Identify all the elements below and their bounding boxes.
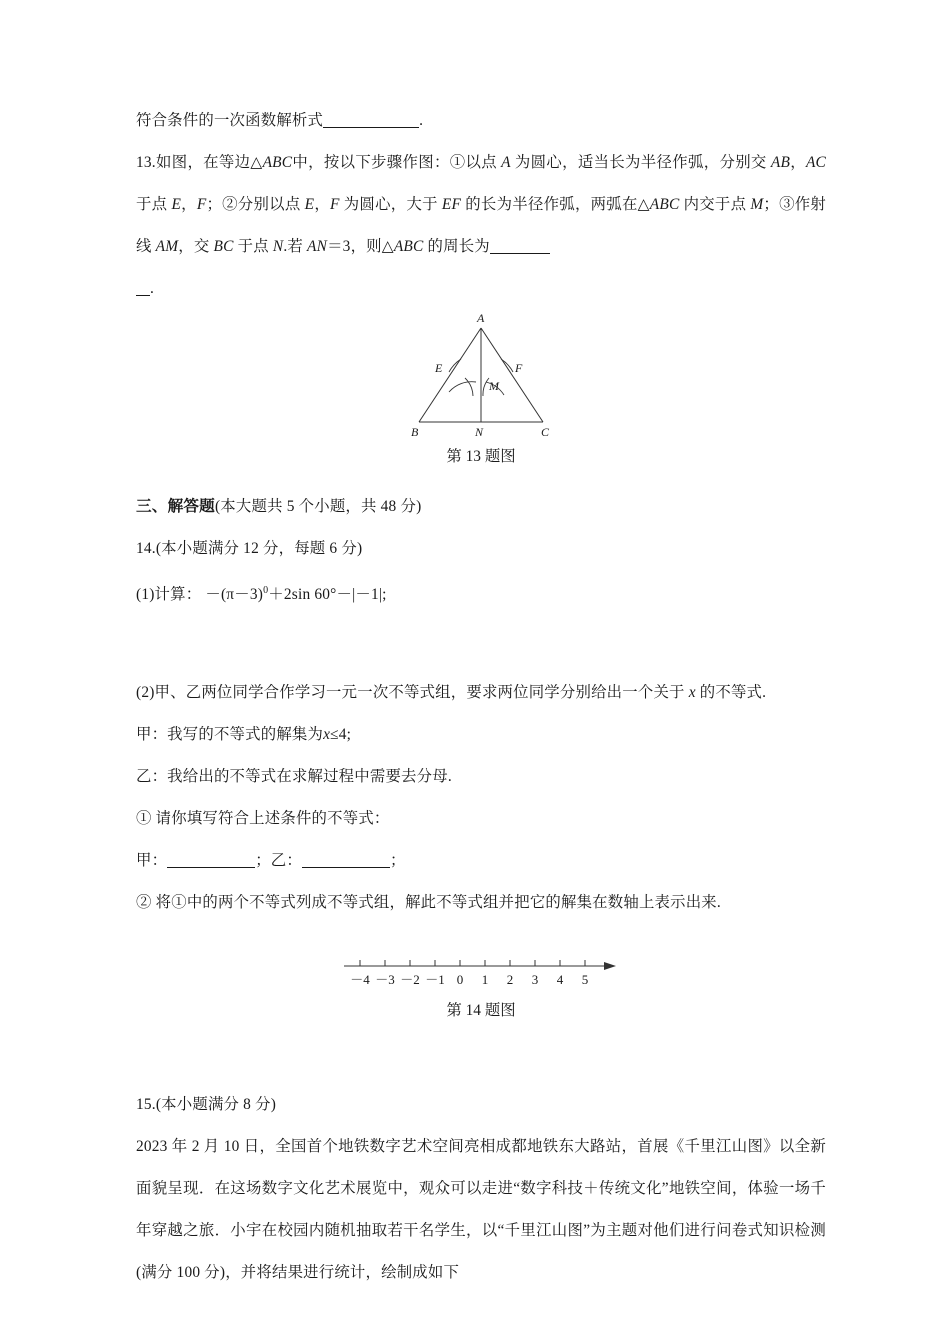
q13-text-6: 为圆心，大于 xyxy=(339,196,442,213)
tick-label-5: 1 xyxy=(481,972,489,988)
q14-blank-jia-label: 甲： xyxy=(136,852,168,870)
question-14-header xyxy=(136,528,826,570)
triangle-abc-construction-svg xyxy=(391,310,571,440)
q13-text-4: 于点 xyxy=(136,196,172,213)
tick-label-1: －3 xyxy=(375,972,395,988)
q13-trailing-blank[interactable] xyxy=(136,295,150,296)
q13-label-ac: AC xyxy=(805,154,827,171)
figure-13-label-e: E xyxy=(435,361,443,375)
q14-score-note: (本小题满分 12 分，每题 6 分) xyxy=(155,540,363,557)
number-line-svg xyxy=(336,954,626,994)
tick-label-9: 5 xyxy=(581,972,589,988)
figure-13-caption: 第 13 题图 xyxy=(446,448,516,465)
q13-text-14: 的周长为 xyxy=(423,238,490,255)
q13-text-9: ；③作射线 xyxy=(136,196,827,255)
q15-number: 15. xyxy=(136,1096,156,1114)
q13-label-e-2: E xyxy=(304,196,315,213)
question-14-part2 xyxy=(136,672,826,714)
figure-13-drawing xyxy=(136,310,826,440)
q13-eq-3: ＝3 xyxy=(327,238,351,255)
q13-label-an: AN xyxy=(307,238,328,255)
tick-label-6: 2 xyxy=(506,972,514,988)
q14-part1-exponent: 0 xyxy=(263,585,269,596)
q13-comma-2: ， xyxy=(181,196,197,213)
q14-blank-separator: ； xyxy=(255,852,271,870)
q13-label-ef: EF xyxy=(441,196,462,213)
side-ab-line xyxy=(419,328,481,422)
q13-label-bc: BC xyxy=(213,238,234,255)
figure-13-label-a: A xyxy=(477,311,485,325)
q13-text-3: 为圆心，适当长为半径作弧，分别交 xyxy=(510,154,771,171)
q13-label-e-1: E xyxy=(171,196,182,213)
question-12-tail xyxy=(136,100,826,142)
q14-blank-yi[interactable] xyxy=(302,867,390,868)
q13-label-m: M xyxy=(750,196,764,213)
q13-text-10: ，交 xyxy=(178,238,214,255)
q13-label-am: AM xyxy=(155,238,179,255)
figure-14 xyxy=(136,954,826,1028)
figure-13-label-c: C xyxy=(541,425,550,439)
tick-label-4: 0 xyxy=(456,972,464,988)
q12-tail-suffix: . xyxy=(419,112,424,129)
q13-label-abc-1: ABC xyxy=(262,154,293,171)
section-3-heading-rest: (本大题共 5 个小题，共 48 分) xyxy=(214,498,422,515)
q13-comma-3: ， xyxy=(314,196,331,213)
question-15-body: 2023 年 2 月 10 日，全国首个地铁数字艺术空间亮相成都地铁东大路站，首展《千里江山图》以全新面貌呈现．在这场数字文化艺术展览中，观众可以走进“数字科技＋传统文化”地铁空间，体验一场千年穿越之旅．小宇在校园内随机抽取若干名学生，以“千里江山图”为主题对他们进行问卷式知识检测(满分 100 分)，并将结果进行统计，绘制成如下 xyxy=(136,1138,826,1282)
tick-label-3: －1 xyxy=(425,972,445,988)
question-15-header xyxy=(136,1084,826,1126)
figure-13-label-m: M xyxy=(489,379,499,393)
tick-label-8: 4 xyxy=(556,972,564,988)
spacer-after-figure-13 xyxy=(136,474,826,486)
question-14-item-2: ② 将①中的两个不等式列成不等式组，解此不等式组并把它的解集在数轴上表示出来. xyxy=(136,894,721,912)
q14-part1-expr-b: ＋2sin 60°－|－1|; xyxy=(268,586,387,604)
q14-jia-var-x: x xyxy=(323,726,331,744)
tick-label-2: －2 xyxy=(400,972,420,988)
figure-13 xyxy=(136,310,826,474)
q13-text-8: 内交于点 xyxy=(679,196,751,213)
q13-label-abc-3: ABC xyxy=(393,238,424,255)
tick-label-0: －4 xyxy=(350,972,370,988)
q14-jia-text-b: ≤4; xyxy=(330,726,352,744)
q13-text-2: 中，按以下步骤作图：①以点 xyxy=(292,154,502,171)
side-ac-line xyxy=(481,328,543,422)
q14-blank-jia[interactable] xyxy=(167,867,255,868)
work-space-14-1 xyxy=(136,616,826,672)
q13-text-5: ；②分别以点 xyxy=(206,196,305,213)
q14-part2-var-x: x xyxy=(688,684,696,702)
q13-label-n: N xyxy=(272,238,284,255)
spacer-before-q15 xyxy=(136,1028,826,1084)
figure-14-caption: 第 14 题图 xyxy=(446,1002,516,1020)
spacer-before-numberline xyxy=(136,924,826,954)
q13-label-abc-2: ABC xyxy=(649,196,680,213)
q13-label-a: A xyxy=(501,154,511,171)
section-3-heading xyxy=(136,486,826,528)
q13-text-7: 的长为半径作弧，两弧在△ xyxy=(461,196,650,213)
q13-label-f-2: F xyxy=(330,196,340,213)
page-content xyxy=(136,100,826,1294)
q14-part1-label: (1)计算： xyxy=(136,586,202,604)
figure-13-label-f: F xyxy=(515,361,523,375)
q15-score-note: (本小题满分 8 分) xyxy=(155,1096,277,1114)
question-14-answer-blanks xyxy=(136,840,826,882)
figure-14-drawing xyxy=(136,954,826,994)
q14-blank-end: ； xyxy=(389,852,406,870)
q13-comma-1: ， xyxy=(790,154,806,171)
question-13-trailing xyxy=(136,268,826,310)
q14-blank-yi-label: 乙： xyxy=(270,852,302,870)
q14-part2-text-a: (2)甲、乙两位同学合作学习一元一次不等式组，要求两位同学分别给出一个关于 xyxy=(136,684,689,702)
q14-part2-text-b: 的不等式. xyxy=(695,684,767,702)
q13-text-11: 于点 xyxy=(233,238,273,255)
q14-number: 14. xyxy=(136,540,156,557)
tick-label-7: 3 xyxy=(531,972,539,988)
arc-cross-left xyxy=(465,378,473,396)
number-line-ticks xyxy=(360,960,585,966)
question-13-text xyxy=(136,142,826,268)
q14-part1-expr-a: －(π－3) xyxy=(205,586,264,604)
q12-tail-prefix: 符合条件的一次函数解析式 xyxy=(136,112,324,129)
question-14-part1 xyxy=(136,570,826,616)
q13-number: 13. xyxy=(136,154,156,171)
q13-trailing-period: . xyxy=(150,280,155,297)
q13-text-1: 如图，在等边△ xyxy=(155,154,263,171)
question-14-yi-line: 乙：我给出的不等式在求解过程中需要去分母. xyxy=(136,768,452,786)
q13-label-ab: AB xyxy=(770,154,791,171)
number-line-tick-labels xyxy=(350,972,588,987)
q14-jia-text-a: 甲：我写的不等式的解集为 xyxy=(136,726,324,744)
figure-13-label-n: N xyxy=(475,425,484,439)
question-14-item-1: ① 请你填写符合上述条件的不等式： xyxy=(136,810,390,828)
q13-text-13: ，则△ xyxy=(350,238,394,255)
q13-answer-blank[interactable] xyxy=(490,253,550,254)
section-3-heading-bold: 三、解答题 xyxy=(136,498,215,515)
question-14-jia-line xyxy=(136,714,826,756)
q12-answer-blank[interactable] xyxy=(323,127,419,128)
q13-label-f-1: F xyxy=(196,196,207,213)
figure-13-label-b: B xyxy=(411,425,419,439)
q13-text-12: .若 xyxy=(283,238,308,255)
number-line-arrow-icon xyxy=(604,962,616,970)
